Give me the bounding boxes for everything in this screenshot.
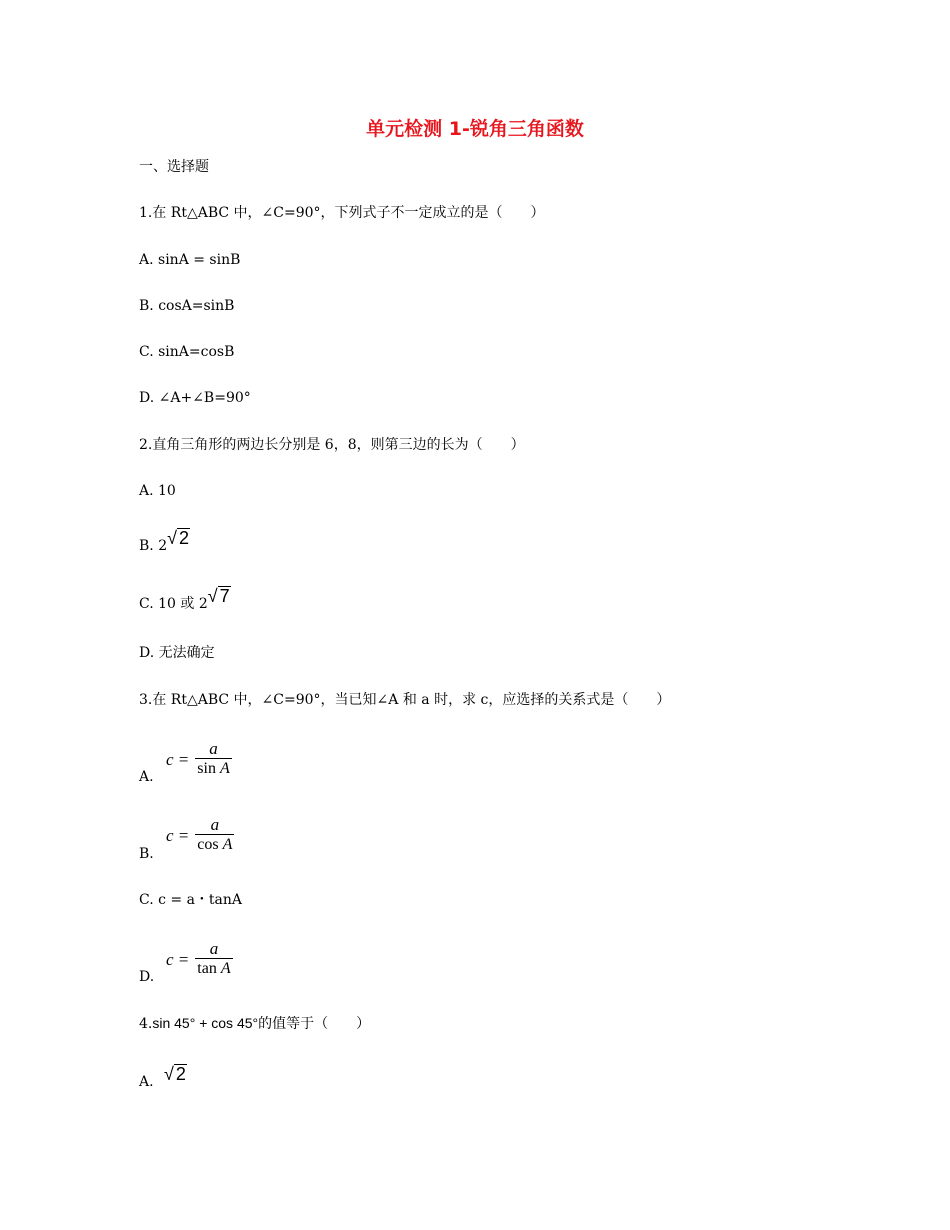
fraction-denominator (195, 835, 234, 855)
radical-sign-icon: √ (167, 528, 177, 548)
radical-sign-icon: √ (207, 586, 218, 606)
sqrt-expression (164, 1064, 187, 1084)
radical-sign-icon: √ (164, 1064, 174, 1084)
formula-lhs: c = (166, 749, 190, 769)
fraction (195, 940, 232, 979)
question-3-stem: 3.在 Rt△ABC 中，∠C=90°，当已知∠A 和 a 时，求 c，应选择的关系式是（ ） (139, 692, 671, 708)
question-4-stem (139, 1013, 370, 1034)
function-name: sin (197, 760, 216, 777)
fraction-denominator (195, 959, 232, 979)
formula-lhs: c = (166, 825, 190, 845)
fraction-denominator (195, 759, 231, 779)
question-3-option-a-formula (166, 740, 232, 779)
question-4-stem-suffix: 的值等于（ ） (258, 1016, 371, 1032)
question-3-option-d-label: D. (139, 969, 155, 985)
question-4-expression: sin 45° + cos 45° (152, 1015, 259, 1031)
question-2-option-b (139, 528, 190, 556)
question-1-option-a: A. sinA = sinB (139, 252, 241, 268)
question-1-option-b: B. cosA=sinB (139, 298, 235, 314)
question-3-option-b-formula (166, 816, 234, 855)
fraction-numerator: a (210, 815, 220, 834)
angle-variable: A (219, 760, 230, 777)
question-4-option-a (139, 1064, 187, 1092)
angle-variable: A (222, 836, 233, 853)
question-1-stem: 1.在 Rt△ABC 中，∠C=90°，下列式子不一定成立的是（ ） (139, 205, 545, 221)
question-4-number: 4. (139, 1016, 153, 1032)
document-title: 单元检测 1-锐角三角函数 (366, 118, 584, 140)
angle-variable: A (220, 960, 231, 977)
question-2-option-c-prefix: C. 10 或 2 (139, 596, 208, 612)
formula-lhs: c = (166, 949, 190, 969)
question-3-option-d-formula (166, 940, 233, 979)
fraction-numerator: a (209, 939, 219, 958)
function-name: cos (197, 836, 219, 853)
section-heading: 一、选择题 (139, 159, 209, 175)
radicand: 7 (219, 586, 230, 606)
radicand: 2 (179, 528, 190, 548)
question-3-option-a-label: A. (139, 769, 154, 785)
function-name: tan (197, 960, 217, 977)
fraction-numerator: a (209, 739, 218, 758)
fraction (195, 816, 234, 855)
question-2-option-b-prefix: B. 2 (139, 538, 168, 554)
question-3-option-b-label: B. (139, 846, 154, 862)
question-2-option-c (139, 586, 231, 614)
question-1-option-c: C. sinA=cosB (139, 344, 235, 360)
sqrt-expression (167, 528, 190, 548)
question-2-option-d: D. 无法确定 (139, 645, 215, 661)
question-3-option-c: C. c = a・tanA (139, 892, 243, 908)
radicand: 2 (175, 1064, 186, 1084)
question-2-stem: 2.直角三角形的两边长分别是 6，8，则第三边的长为（ ） (139, 437, 525, 453)
question-4-option-a-label: A. (139, 1074, 154, 1090)
question-2-option-a: A. 10 (139, 483, 176, 499)
question-1-option-d: D. ∠A+∠B=90° (139, 390, 251, 406)
fraction (195, 740, 231, 779)
sqrt-expression (208, 586, 231, 606)
